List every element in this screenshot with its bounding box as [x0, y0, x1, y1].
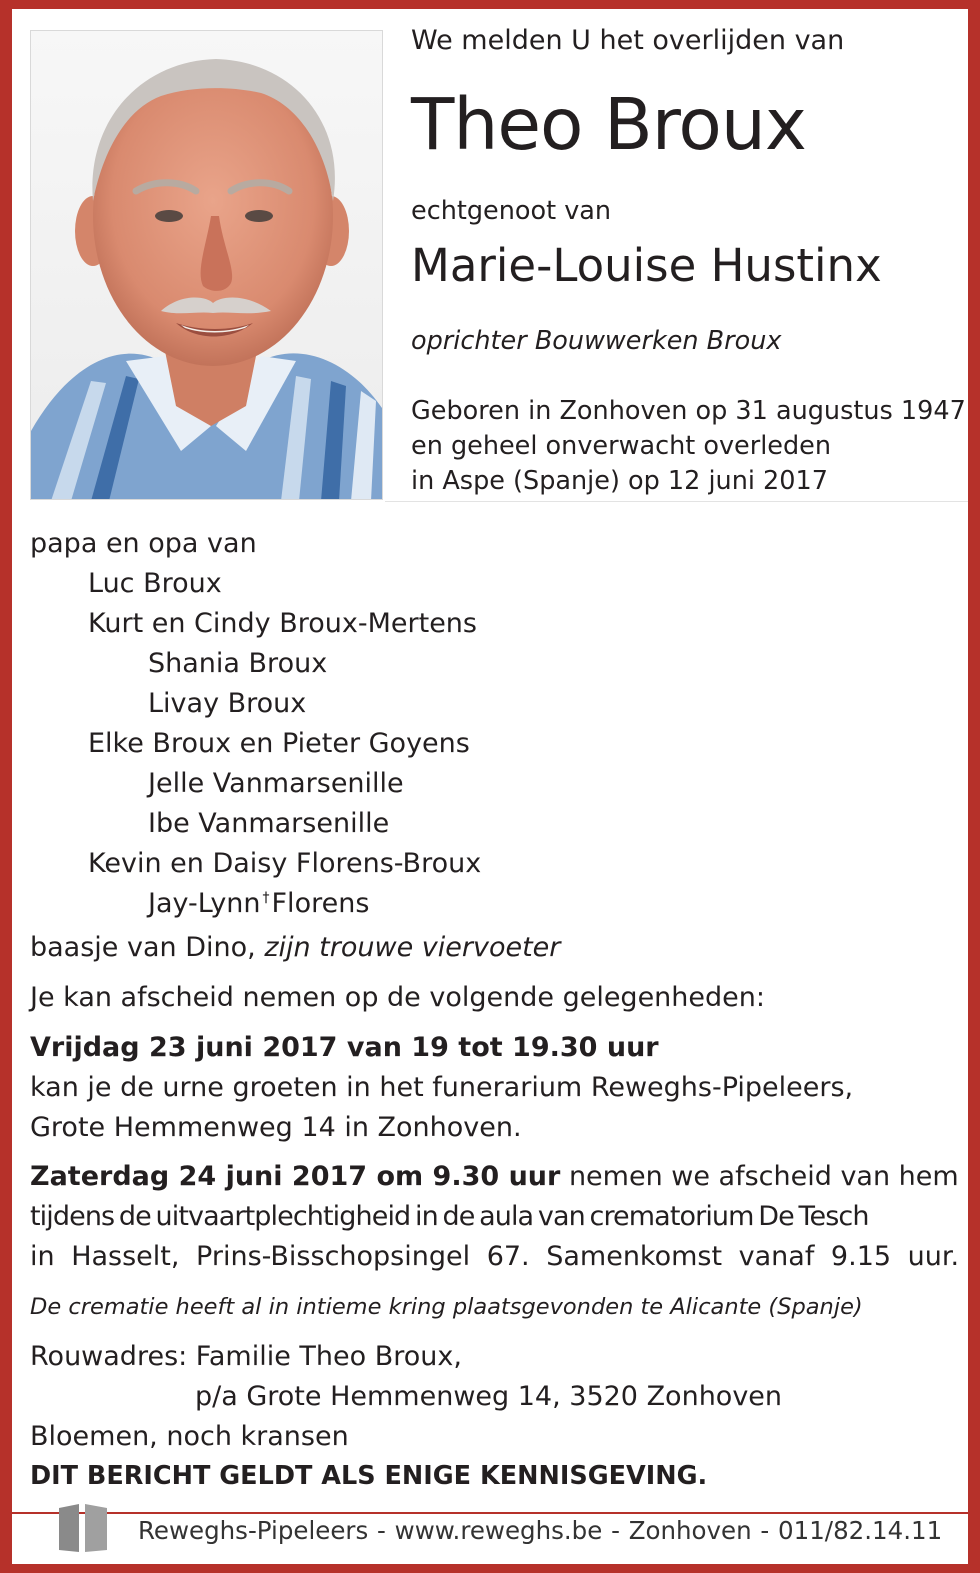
member-last-name: Florens	[271, 888, 370, 919]
family-member: Livay Broux	[148, 688, 307, 719]
event2-date: Zaterdag 24 juni 2017 om 9.30 uur	[30, 1161, 561, 1192]
address-line-1: Rouwadres: Familie Theo Broux,	[30, 1341, 462, 1372]
portrait-illustration	[31, 31, 383, 500]
pet-line	[30, 931, 560, 965]
family-member: Luc Broux	[88, 568, 222, 599]
divider	[385, 501, 968, 502]
notice-text: DIT BERICHT GELDT ALS ENIGE KENNISGEVING.	[30, 1461, 708, 1491]
family-member: Ibe Vanmarsenille	[148, 808, 390, 839]
family-intro: papa en opa van	[30, 528, 257, 559]
event2-text: nemen we afscheid van hem	[568, 1161, 959, 1192]
address-line-2: p/a Grote Hemmenweg 14, 3520 Zonhoven	[195, 1381, 783, 1412]
announcement-intro: We melden U het overlijden van	[411, 25, 845, 56]
farewell-intro: Je kan afscheid nemen op de volgende gelegenheden:	[30, 982, 765, 1013]
pet-description: zijn trouwe viervoeter	[264, 932, 561, 963]
pet-intro: baasje van Dino,	[30, 932, 256, 963]
deceased-name: Theo Broux	[411, 83, 806, 166]
event1-date: Vrijdag 23 juni 2017 van 19 tot 19.30 uur	[30, 1032, 659, 1063]
cremation-note: De crematie heeft al in intieme kring plaatsgevonden te Alicante (Spanje)	[30, 1294, 863, 1320]
born-line-3: in Aspe (Spanje) op 12 juni 2017	[411, 466, 828, 496]
spouse-name: Marie-Louise Hustinx	[411, 239, 882, 292]
dagger-icon: †	[262, 890, 270, 906]
event2-line-2: tijdens de uitvaartplechtigheid in de aula van crematorium De Tesch	[30, 1201, 869, 1232]
family-member: Kevin en Daisy Florens-Broux	[88, 848, 482, 879]
family-member-deceased	[148, 887, 369, 921]
event2-line-3: in Hasselt, Prins-Bisschopsingel 67. Samenkomst vanaf 9.15 uur.	[30, 1241, 960, 1272]
flowers-note: Bloemen, noch kransen	[30, 1421, 349, 1452]
spouse-intro: echtgenoot van	[411, 196, 612, 226]
role-text: oprichter Bouwwerken Broux	[411, 326, 782, 356]
family-member: Elke Broux en Pieter Goyens	[88, 728, 470, 759]
reweghs-logo-icon	[55, 1500, 115, 1556]
portrait-photo	[30, 30, 383, 500]
born-line-2: en geheel onverwacht overleden	[411, 431, 832, 461]
footer-text: Reweghs-Pipeleers - www.reweghs.be - Zonhoven - 011/82.14.11	[138, 1516, 943, 1545]
family-member: Shania Broux	[148, 648, 328, 679]
family-member: Jelle Vanmarsenille	[148, 768, 404, 799]
event2-line-1	[30, 1160, 959, 1194]
member-first-name: Jay-Lynn	[148, 888, 261, 919]
event1-line-3: Grote Hemmenweg 14 in Zonhoven.	[30, 1112, 522, 1143]
footer-divider	[12, 1512, 968, 1514]
family-member: Kurt en Cindy Broux-Mertens	[88, 608, 477, 639]
born-line-1: Geboren in Zonhoven op 31 augustus 1947	[411, 396, 966, 426]
event1-line-2: kan je de urne groeten in het funerarium Reweghs-Pipeleers,	[30, 1072, 854, 1103]
